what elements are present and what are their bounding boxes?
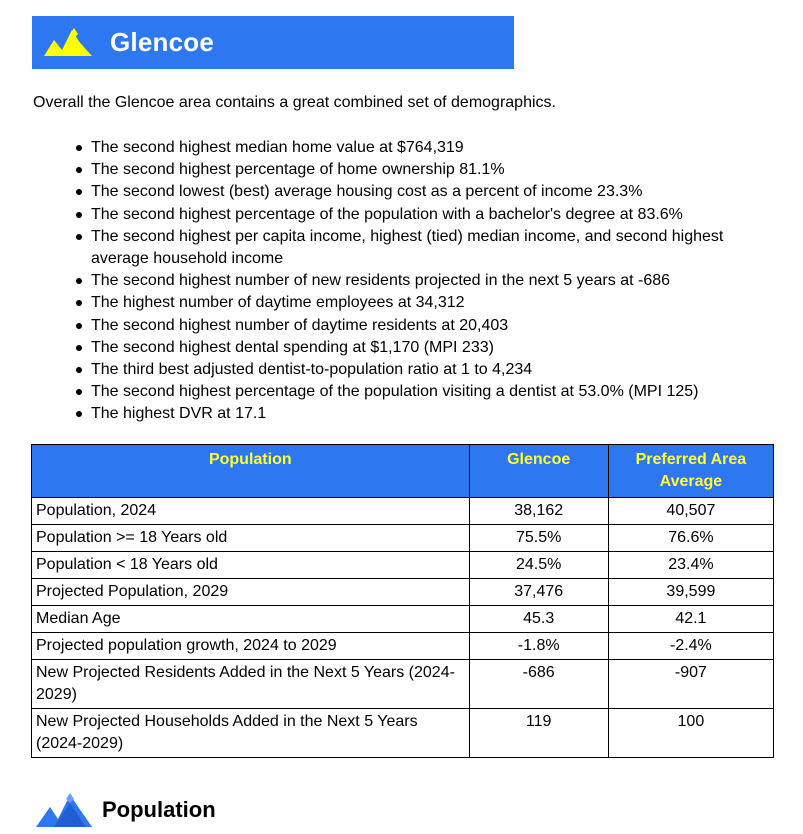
glencoe-value: 75.5% bbox=[469, 525, 608, 552]
list-item: The second highest number of new residents projected in the next 5 years at -686 bbox=[91, 270, 781, 292]
mountain-icon bbox=[36, 793, 92, 827]
table-row bbox=[32, 660, 774, 709]
glencoe-value: 24.5% bbox=[469, 552, 608, 579]
average-value: 100 bbox=[608, 709, 773, 758]
table-row bbox=[32, 552, 774, 579]
row-label: Population < 18 Years old bbox=[32, 552, 470, 579]
row-label: Projected population growth, 2024 to 2029 bbox=[32, 633, 470, 660]
page-title: Glencoe bbox=[110, 27, 214, 57]
average-value: -907 bbox=[608, 660, 773, 709]
list-item: The second highest percentage of the population visiting a dentist at 53.0% (MPI 125) bbox=[91, 381, 781, 403]
average-value: 40,507 bbox=[608, 498, 773, 525]
row-label: New Projected Households Added in the Next 5 Years (2024-2029) bbox=[32, 709, 470, 758]
glencoe-value: -686 bbox=[469, 660, 608, 709]
section-title: Population bbox=[102, 797, 216, 822]
average-value: 39,599 bbox=[608, 579, 773, 606]
glencoe-value: 119 bbox=[469, 709, 608, 758]
table-row bbox=[32, 633, 774, 660]
glencoe-value: 38,162 bbox=[469, 498, 608, 525]
average-value: 42.1 bbox=[608, 606, 773, 633]
row-label: Projected Population, 2029 bbox=[32, 579, 470, 606]
list-item: The highest DVR at 17.1 bbox=[91, 403, 781, 425]
section-heading bbox=[36, 792, 216, 828]
list-item: The second highest percentage of home ownership 81.1% bbox=[91, 159, 781, 181]
header-glencoe: Glencoe bbox=[469, 445, 608, 498]
list-item: The second highest per capita income, highest (tied) median income, and second highest average household income bbox=[91, 226, 781, 270]
header-population: Population bbox=[32, 445, 470, 498]
list-item: The highest number of daytime employees at 34,312 bbox=[91, 292, 781, 314]
glencoe-value: 37,476 bbox=[469, 579, 608, 606]
mountain-icon bbox=[44, 28, 92, 56]
table-header-row bbox=[32, 445, 774, 498]
header-preferred-average: Preferred Area Average bbox=[608, 445, 773, 498]
highlights-list bbox=[91, 137, 781, 426]
glencoe-value: -1.8% bbox=[469, 633, 608, 660]
average-value: 23.4% bbox=[608, 552, 773, 579]
list-item: The second highest percentage of the population with a bachelor's degree at 83.6% bbox=[91, 204, 781, 226]
table-row bbox=[32, 525, 774, 552]
row-label: Median Age bbox=[32, 606, 470, 633]
average-value: 76.6% bbox=[608, 525, 773, 552]
glencoe-value: 45.3 bbox=[469, 606, 608, 633]
table-row bbox=[32, 606, 774, 633]
intro-text: Overall the Glencoe area contains a great combined set of demographics. bbox=[33, 94, 556, 111]
list-item: The second highest median home value at $764,319 bbox=[91, 137, 781, 159]
table-row bbox=[32, 579, 774, 606]
list-item: The second highest dental spending at $1,170 (MPI 233) bbox=[91, 337, 781, 359]
table-row bbox=[32, 709, 774, 758]
header-banner bbox=[32, 16, 514, 69]
average-value: -2.4% bbox=[608, 633, 773, 660]
population-table bbox=[31, 444, 774, 758]
list-item: The second lowest (best) average housing cost as a percent of income 23.3% bbox=[91, 181, 781, 203]
list-item: The third best adjusted dentist-to-population ratio at 1 to 4,234 bbox=[91, 359, 781, 381]
row-label: Population >= 18 Years old bbox=[32, 525, 470, 552]
row-label: New Projected Residents Added in the Next 5 Years (2024-2029) bbox=[32, 660, 470, 709]
row-label: Population, 2024 bbox=[32, 498, 470, 525]
table-row bbox=[32, 498, 774, 525]
list-item: The second highest number of daytime residents at 20,403 bbox=[91, 315, 781, 337]
